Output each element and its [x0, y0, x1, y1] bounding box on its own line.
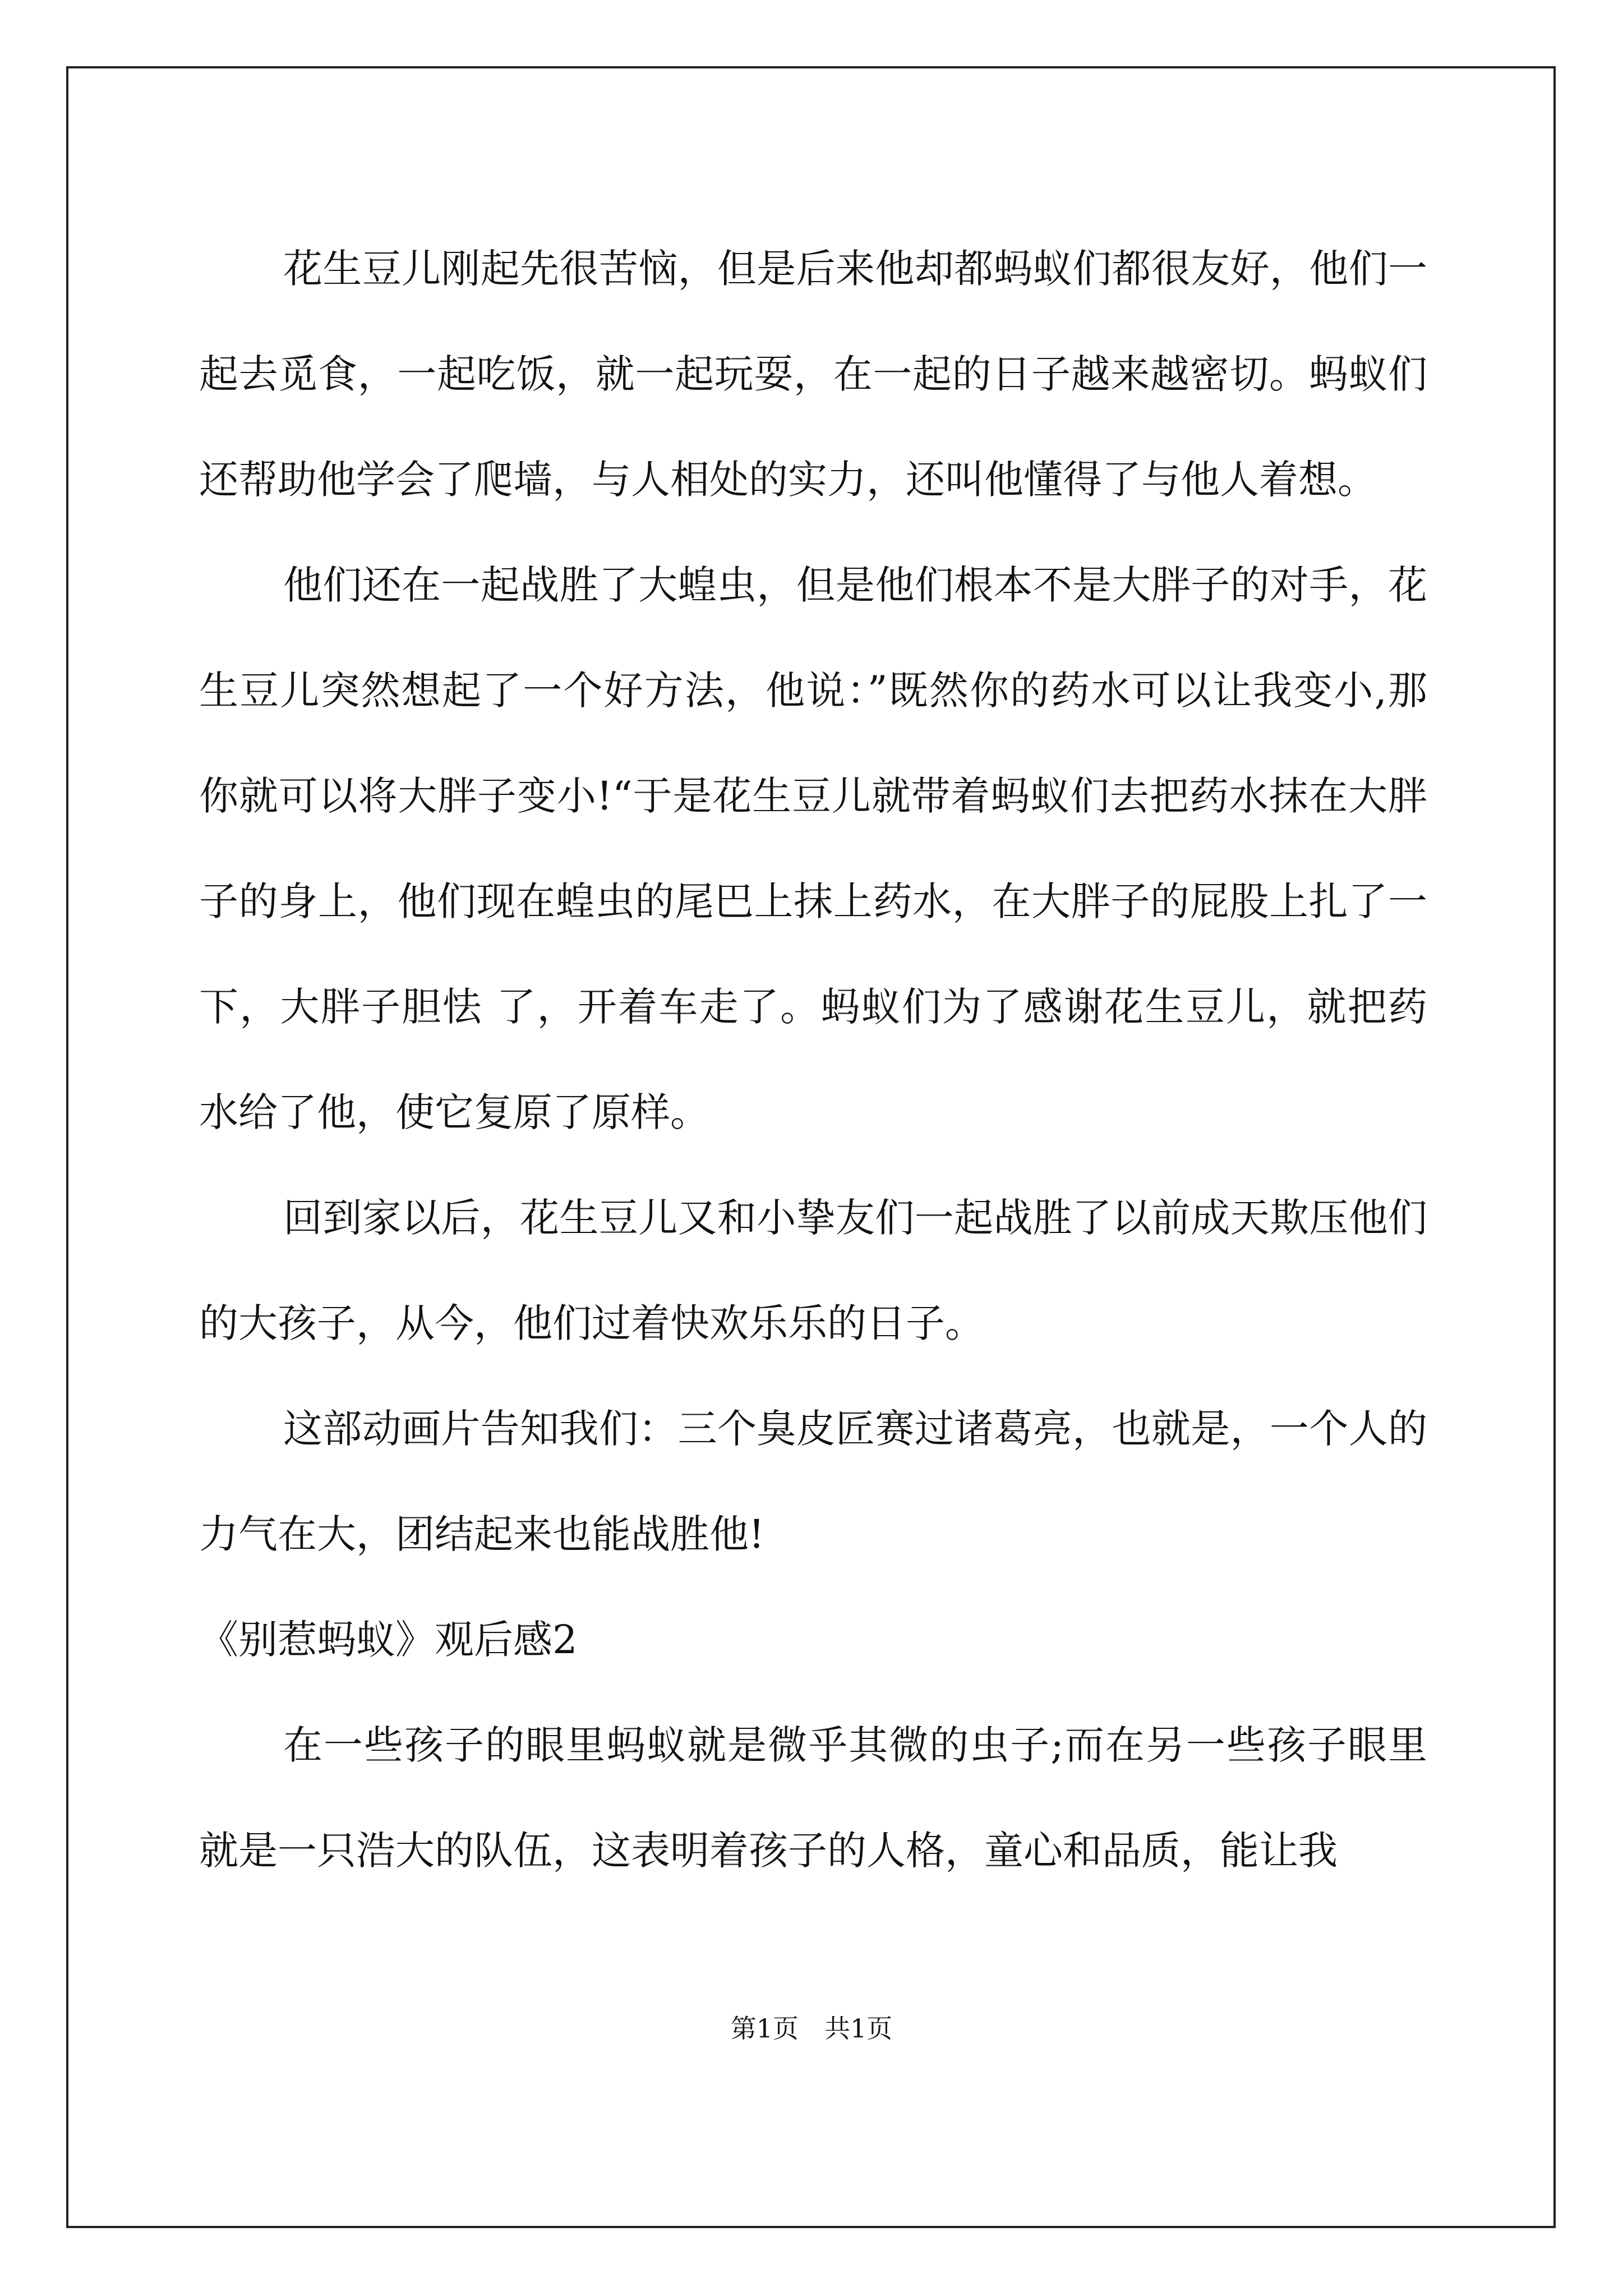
paragraph-1: 花生豆儿刚起先很苦恼，但是后来他却都蚂蚁们都很友好，他们一起去觅食，一起吃饭，就一起玩耍，在一起的日子越来越密切。蚂蚁们还帮助他学会了爬墙，与人相处的实力，还叫他懂得了与他人着想。: [199, 246, 1427, 503]
paragraph-4: 这部动画片告知我们：三个臭皮匠赛过诸葛亮，也就是，一个人的力气在大，团结起来也能战胜他!: [199, 1406, 1427, 1557]
paragraph-2: 他们还在一起战胜了大蝗虫，但是他们根本不是大胖子的对手，花生豆儿突然想起了一个好方法，他说：”既然你的药水可以让我变小,那你就可以将大胖子变小!“于是花生豆儿就带着蚂蚁们去把药水抹在大胖子的身上，他们现在蝗虫的尾巴上抹上药水，在大胖子的屁股上扎了一下，大胖子胆怯 了，开着车走了。蚂蚁们为了感谢花生豆儿，就把药水给了他，使它复原了原样。: [199, 562, 1427, 1135]
document-body: [199, 216, 1427, 1903]
paragraph-3: 回到家以后，花生豆儿又和小挚友们一起战胜了以前成天欺压他们的大孩子，从今，他们过着快欢乐乐的日子。: [199, 1195, 1427, 1346]
section-title: 《别惹蚂蚁》观后感2: [199, 1617, 578, 1663]
page-number-footer: 第1页 共1页: [730, 2013, 893, 2044]
paragraph-5: 在一些孩子的眼里蚂蚁就是微乎其微的虫子;而在另一些孩子眼里就是一只浩大的队伍，这表明着孩子的人格，童心和品质，能让我: [199, 1722, 1427, 1874]
